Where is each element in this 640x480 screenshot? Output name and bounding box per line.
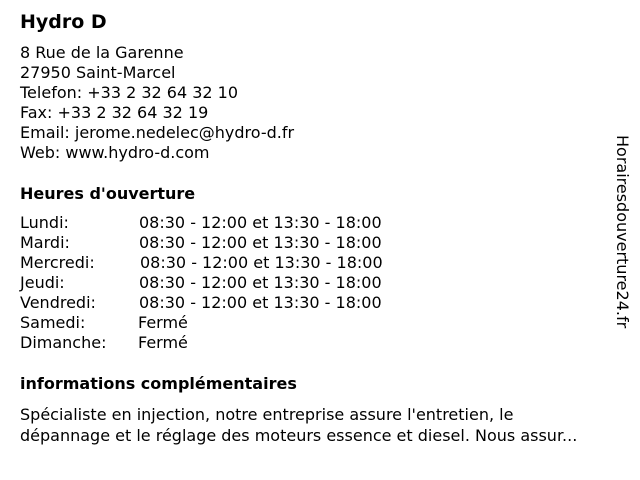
day-label: Vendredi: [20,293,96,312]
description-text [20,404,632,446]
hours-title: Heures d'ouverture [20,184,196,203]
fax-line: Fax: +33 2 32 64 32 19 [20,103,209,122]
day-label: Samedi: [20,313,86,332]
day-hours: Fermé [138,313,188,332]
phone-line: Telefon: +33 2 32 64 32 10 [20,83,239,102]
business-name: Hydro D [20,11,107,33]
day-hours: 08:30 - 12:00 et 13:30 - 18:00 [139,273,382,292]
address-line-1: 8 Rue de la Garenne [20,43,184,62]
day-label: Mercredi: [20,253,95,272]
day-hours: Fermé [138,333,188,352]
day-label: Jeudi: [20,273,65,292]
day-hours: 08:30 - 12:00 et 13:30 - 18:00 [139,233,382,252]
web-line: Web: www.hydro-d.com [20,143,210,162]
description-line-1: Spécialiste en injection, notre entreprise assure l'entretien, le [20,405,514,424]
day-label: Mardi: [20,233,70,252]
day-hours: 08:30 - 12:00 et 13:30 - 18:00 [140,253,383,272]
day-hours: 08:30 - 12:00 et 13:30 - 18:00 [139,293,382,312]
email-line: Email: jerome.nedelec@hydro-d.fr [20,123,295,142]
contact-block [20,43,294,163]
day-hours: 08:30 - 12:00 et 13:30 - 18:00 [139,213,382,232]
info-title: informations complémentaires [20,374,297,393]
day-label: Lundi: [20,213,69,232]
description-line-2: dépannage et le réglage des moteurs essence et diesel. Nous assur... [20,426,578,445]
watermark-text: Horairesdouverture24.fr [613,135,632,329]
day-label: Dimanche: [20,333,107,352]
address-line-2: 27950 Saint-Marcel [20,63,176,82]
